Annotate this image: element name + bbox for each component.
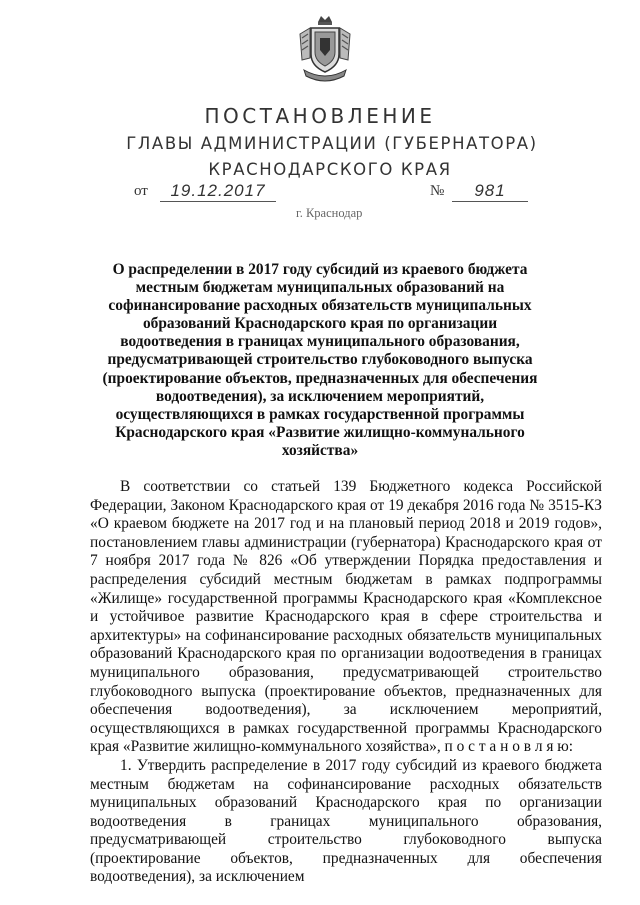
document-title: О распределении в 2017 году субсидий из краевого бюджета местным бюджетам муниципальных образований на софинансирование расходных обязательств муниципальных образований Краснодарского края по организации водоотведения в границах муниципального образования, предусматривающей строительство глубоководного выпуска (проектирование объектов, предназначенных для обеспечения водоотведения), за исключением мероприятий, осуществляющихся в рамках государственной программы Краснодарского края «Развитие жилищно-коммунального хозяйства» — [102, 261, 538, 459]
date-label: от — [134, 183, 148, 199]
city-label: г. Краснодар — [296, 206, 363, 220]
number-value: 981 — [452, 181, 528, 202]
document-type-heading: ПОСТАНОВЛЕНИЕ — [204, 104, 436, 128]
number-label: № — [430, 183, 445, 199]
region-heading: КРАСНОДАРСКОГО КРАЯ — [208, 160, 452, 179]
date-value: 19.12.2017 — [160, 181, 276, 202]
document-body — [90, 478, 602, 887]
issuer-heading: ГЛАВЫ АДМИНИСТРАЦИИ (ГУБЕРНАТОРА) — [126, 134, 538, 153]
coat-of-arms-emblem — [296, 14, 354, 84]
body-paragraph: 1. Утвердить распределение в 2017 году субсидий из краевого бюджета местным бюджетам на софинансирование расходных обязательств муниципальных образований Краснодарского края по организации водоотведения в границах муниципального образования, предусматривающей строительство глубоководного выпуска (проектирование объектов, предназначенных для обеспечения водоотведения), за исключением — [90, 756, 602, 886]
body-paragraph: В соответствии со статьей 139 Бюджетного кодекса Российской Федерации, Законом Краснодарского края от 19 декабря 2016 года № 3515-КЗ «О краевом бюджете на 2017 год и на плановый период 2018 и 2019 годов», постановлением главы администрации (губернатора) Краснодарского края от 7 ноября 2017 года № 826 «Об утверждении Порядка предоставления и распределения субсидий местным бюджетам в рамках подпрограммы «Жилище» государственной программы Краснодарского края «Комплексное и устойчивое развитие Краснодарского края в сфере строительства и архитектуры» на софинансирование расходных обязательств муниципальных образований Краснодарского края по организации водоотведения в границах муниципального образования, предусматривающей строительство глубоководного выпуска (проектирование объектов, предназначенных для обеспечения водоотведения), за исключением мероприятий, осуществляющихся в рамках государственной программы Краснодарского края «Развитие жилищно-коммунального хозяйства», п о с т а н о в л я ю: — [90, 478, 602, 756]
